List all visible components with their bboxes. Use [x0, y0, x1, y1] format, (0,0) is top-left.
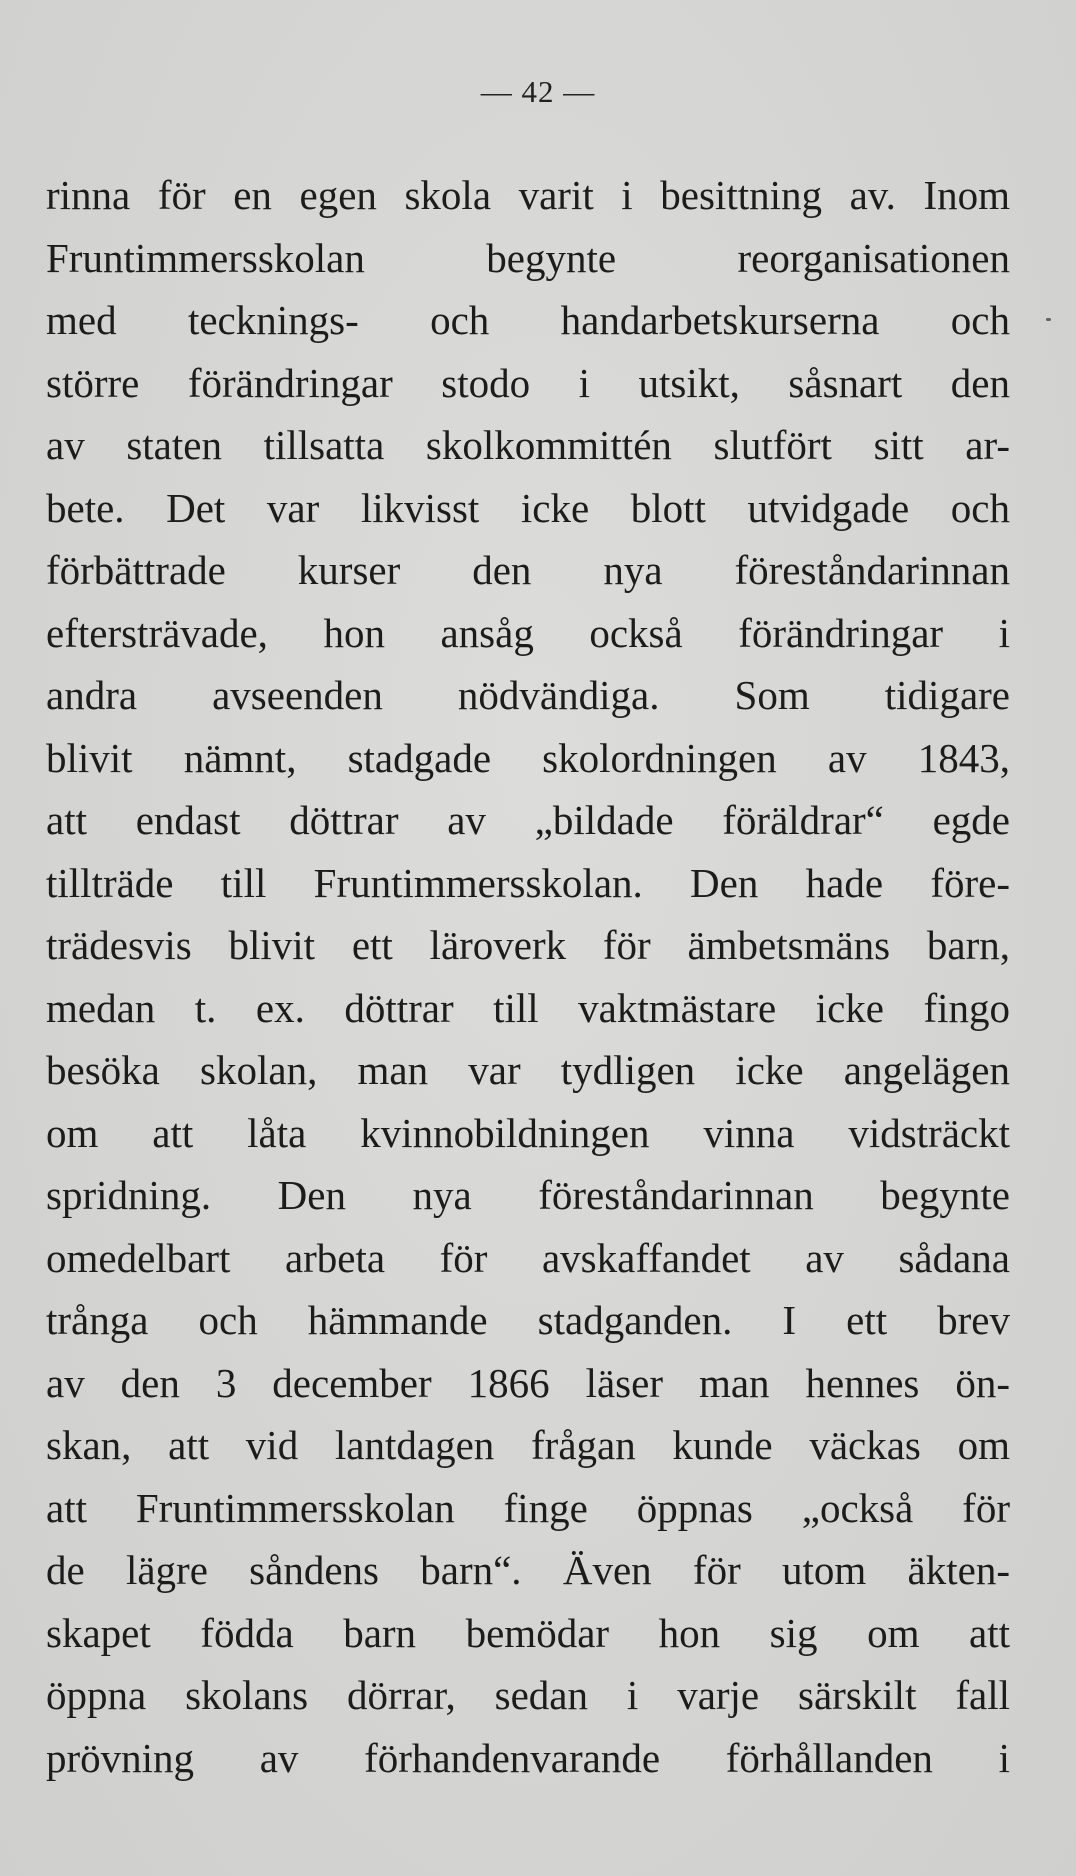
text-line: rinna för en egen skola varit i besittning av. Inom — [46, 172, 1010, 218]
text-line: besöka skolan, man var tydligen icke angelägen — [46, 1047, 1010, 1093]
text-line: trånga och hämmande stadganden. I ett brev — [46, 1297, 1010, 1343]
text-line: omedelbart arbeta för avskaffandet av sådana — [46, 1234, 1010, 1281]
margin-speck — [1046, 318, 1051, 321]
page-number: — 42 — — [480, 74, 596, 109]
text-line: att Fruntimmersskolan finge öppnas „också för — [46, 1484, 1010, 1531]
text-line: andra avseenden nödvändiga. Som tidigare — [46, 672, 1010, 718]
text-line: spridning. Den nya föreståndarinnan begynte — [46, 1172, 1010, 1218]
text-line: blivit nämnt, stadgade skolordningen av 1843, — [46, 734, 1010, 781]
text-line: förbättrade kurser den nya föreståndarinnan — [46, 547, 1010, 593]
text-line: om att låta kvinnobildningen vinna vidsträckt — [46, 1109, 1010, 1156]
text-line: skan, att vid lantdagen frågan kunde väckas om — [46, 1422, 1010, 1468]
text-line: skapet födda barn bemödar hon sig om att — [46, 1609, 1010, 1656]
text-line: prövning av förhandenvarande förhållanden i — [46, 1734, 1010, 1781]
text-line: medan t. ex. döttrar till vaktmästare icke fingo — [46, 984, 1010, 1031]
text-line: de lägre såndens barn“. Även för utom äkten- — [46, 1547, 1010, 1593]
text-line: med tecknings- och handarbetskurserna och — [46, 297, 1010, 343]
text-line: eftersträvade, hon ansåg också förändringar i — [46, 609, 1010, 656]
text-line: att endast döttrar av „bildade föräldrar“ egde — [46, 797, 1010, 843]
text-line: större förändringar stodo i utsikt, såsnart den — [46, 359, 1010, 406]
body-text — [46, 164, 1010, 1789]
text-line: tillträde till Fruntimmersskolan. Den hade före- — [46, 859, 1010, 906]
text-line: trädesvis blivit ett läroverk för ämbetsmäns barn, — [46, 922, 1010, 968]
text-line: av staten tillsatta skolkommittén slutfört sitt ar- — [46, 422, 1010, 468]
text-line: bete. Det var likvisst icke blott utvidgade och — [46, 484, 1010, 531]
text-line: av den 3 december 1866 läser man hennes ön- — [46, 1359, 1010, 1406]
text-line: öppna skolans dörrar, sedan i varje särskilt fall — [46, 1672, 1010, 1718]
text-line: Fruntimmersskolan begynte reorganisationen — [46, 234, 1010, 281]
